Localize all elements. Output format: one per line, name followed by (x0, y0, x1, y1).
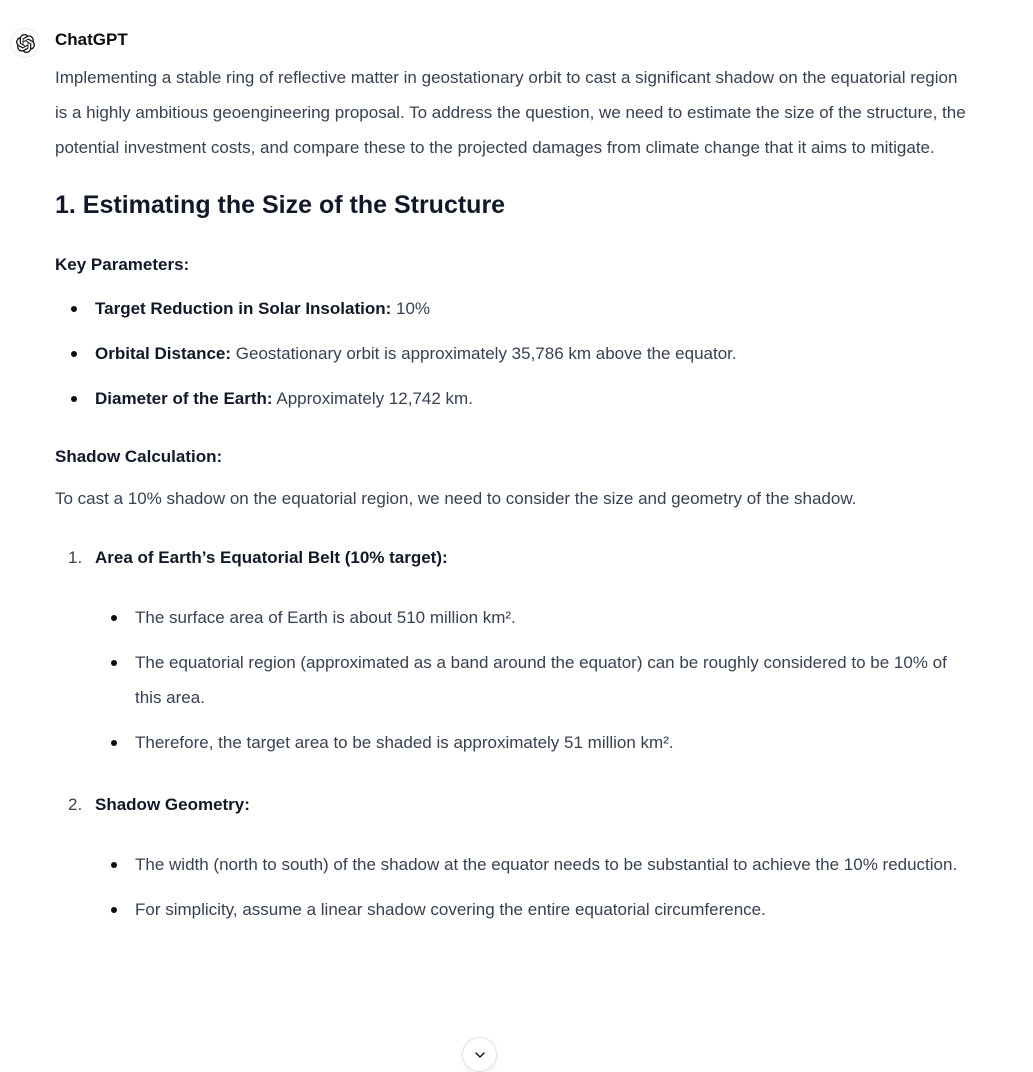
shadow-calculation-intro: To cast a 10% shadow on the equatorial region, we need to consider the size and geometry of the shadow. (55, 489, 857, 508)
list-item: The width (north to south) of the shadow at the equator needs to be substantial to achieve the 10% reduction. (55, 847, 971, 882)
list-item: The equatorial region (approximated as a band around the equator) can be roughly considered to be 10% of this area. (55, 645, 971, 715)
list-item-text: Approximately 12,742 km. (272, 389, 473, 408)
openai-logo-icon (16, 34, 35, 53)
step-item (55, 540, 971, 760)
key-parameters-list (55, 291, 971, 416)
list-item (55, 291, 971, 326)
list-item-bold-lead: Target Reduction in Solar Insolation: (95, 299, 392, 318)
list-item-text: 10% (391, 299, 431, 318)
chatgpt-avatar (10, 28, 40, 58)
list-item (55, 381, 971, 416)
step-number: 2. (68, 795, 83, 814)
chevron-down-icon (472, 1047, 488, 1063)
step-item (55, 787, 971, 927)
section-heading: 1. Estimating the Size of the Structure (55, 191, 506, 219)
list-item-bold-lead: Orbital Distance: (95, 344, 232, 363)
key-parameters-label: Key Parameters: (55, 255, 190, 274)
list-item: The surface area of Earth is about 510 million km². (55, 600, 971, 635)
list-item (55, 336, 971, 371)
list-item: Therefore, the target area to be shaded is approximately 51 million km². (55, 725, 971, 760)
assistant-name-label: ChatGPT (55, 30, 128, 49)
step-number: 1. (68, 548, 83, 567)
step-title: Area of Earth’s Equatorial Belt (10% target): (95, 548, 448, 567)
step-title: Shadow Geometry: (95, 795, 250, 814)
shadow-calculation-label: Shadow Calculation: (55, 447, 223, 466)
shadow-steps-list (55, 540, 971, 927)
step-sub-list (55, 600, 971, 760)
list-item-bold-lead: Diameter of the Earth: (95, 389, 273, 408)
list-item: For simplicity, assume a linear shadow covering the entire equatorial circumference. (55, 892, 971, 927)
intro-paragraph: Implementing a stable ring of reflective matter in geostationary orbit to cast a significant shadow on the equatorial region is a highly ambitious geoengineering proposal. To address the question, we need to estimate the size of the structure, the potential investment costs, and compare these to the projected damages from climate change that it aims to mitigate. (55, 68, 966, 157)
scroll-to-bottom-button[interactable] (462, 1037, 497, 1072)
step-sub-list (55, 847, 971, 927)
list-item-text: Geostationary orbit is approximately 35,786 km above the equator. (231, 344, 737, 363)
